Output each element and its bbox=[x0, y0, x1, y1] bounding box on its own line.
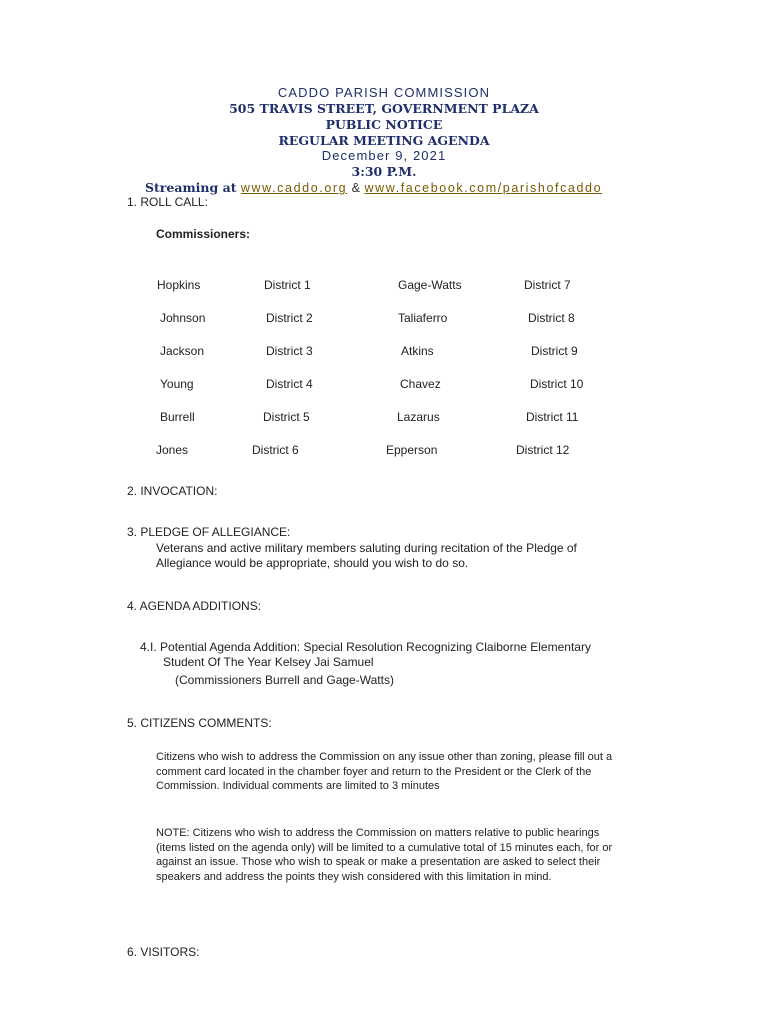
commissioner-name: Atkins bbox=[401, 344, 434, 358]
note-text-line: (items listed on the agenda only) will be limited to a cumulative total of 15 minutes each, for or bbox=[156, 842, 613, 854]
commissioner-district: District 10 bbox=[530, 377, 584, 391]
roll-call-heading: 1. ROLL CALL: bbox=[127, 195, 208, 209]
streaming-line bbox=[145, 179, 602, 197]
commissioner-name: Lazarus bbox=[397, 410, 440, 424]
meeting-title: REGULAR MEETING AGENDA bbox=[278, 133, 490, 148]
pledge-text-line: Allegiance would be appropriate, should you wish to do so. bbox=[156, 556, 469, 570]
commissioner-district: District 4 bbox=[266, 377, 313, 391]
ampersand: & bbox=[351, 181, 360, 195]
pledge-heading: 3. PLEDGE OF ALLEGIANCE: bbox=[127, 525, 291, 539]
citizens-text-line: Commission. Individual comments are limited to 3 minutes bbox=[156, 780, 440, 792]
commissioner-name: Gage-Watts bbox=[398, 278, 462, 292]
org-name: CADDO PARISH COMMISSION bbox=[277, 85, 491, 100]
commissioner-district: District 5 bbox=[263, 410, 310, 424]
commissioner-name: Chavez bbox=[400, 377, 441, 391]
agenda-item-line: Student Of The Year Kelsey Jai Samuel bbox=[163, 655, 374, 669]
commissioner-name: Hopkins bbox=[157, 278, 201, 292]
public-notice: PUBLIC NOTICE bbox=[325, 117, 443, 132]
commissioner-district: District 1 bbox=[264, 278, 311, 292]
pledge-text-line: Veterans and active military members saluting during recitation of the Pledge of bbox=[156, 541, 577, 555]
agenda-item-sponsors: (Commissioners Burrell and Gage-Watts) bbox=[175, 673, 394, 687]
commissioner-district: District 6 bbox=[252, 443, 299, 457]
meeting-time: 3:30 P.M. bbox=[351, 164, 417, 179]
streaming-label: Streaming at bbox=[145, 180, 237, 195]
citizens-text-line: Citizens who wish to address the Commission on any issue other than zoning, please fill out a bbox=[156, 751, 613, 763]
commissioner-name: Taliaferro bbox=[398, 311, 448, 325]
commissioner-name: Young bbox=[160, 377, 194, 391]
commissioner-district: District 8 bbox=[528, 311, 575, 325]
commissioner-name: Burrell bbox=[160, 410, 195, 424]
meeting-date: December 9, 2021 bbox=[321, 148, 447, 163]
visitors-heading: 6. VISITORS: bbox=[127, 945, 200, 959]
commissioner-district: District 3 bbox=[266, 344, 313, 358]
commissioner-name: Epperson bbox=[386, 443, 438, 457]
caddo-link[interactable]: www.caddo.org bbox=[240, 181, 348, 195]
facebook-link[interactable]: www.facebook.com/parishofcaddo bbox=[364, 181, 603, 195]
commissioner-name: Jones bbox=[156, 443, 189, 457]
commissioner-name: Jackson bbox=[160, 344, 205, 358]
note-text-line: NOTE: Citizens who wish to address the Commission on matters relative to public hearings bbox=[156, 827, 600, 839]
commissioner-district: District 9 bbox=[531, 344, 578, 358]
commissioners-subheading: Commissioners: bbox=[156, 227, 251, 241]
note-text-line: speakers and address the points they wish considered with this limitation in mind. bbox=[156, 871, 552, 883]
commissioner-name: Johnson bbox=[160, 311, 206, 325]
citizens-comments-heading: 5. CITIZENS COMMENTS: bbox=[127, 716, 272, 730]
agenda-additions-heading: 4. AGENDA ADDITIONS: bbox=[127, 599, 262, 613]
commissioner-district: District 7 bbox=[524, 278, 571, 292]
invocation-heading: 2. INVOCATION: bbox=[127, 484, 218, 498]
commissioner-district: District 2 bbox=[266, 311, 313, 325]
address: 505 TRAVIS STREET, GOVERNMENT PLAZA bbox=[229, 101, 539, 116]
commissioner-district: District 12 bbox=[516, 443, 570, 457]
note-text-line: against an issue. Those who wish to speak or make a presentation are asked to select their bbox=[156, 856, 601, 868]
agenda-item-line: 4.I. Potential Agenda Addition: Special Resolution Recognizing Claiborne Elementary bbox=[140, 640, 591, 654]
commissioner-district: District 11 bbox=[526, 410, 579, 424]
citizens-text-line: comment card located in the chamber foyer and return to the President or the Clerk of the bbox=[156, 766, 592, 778]
